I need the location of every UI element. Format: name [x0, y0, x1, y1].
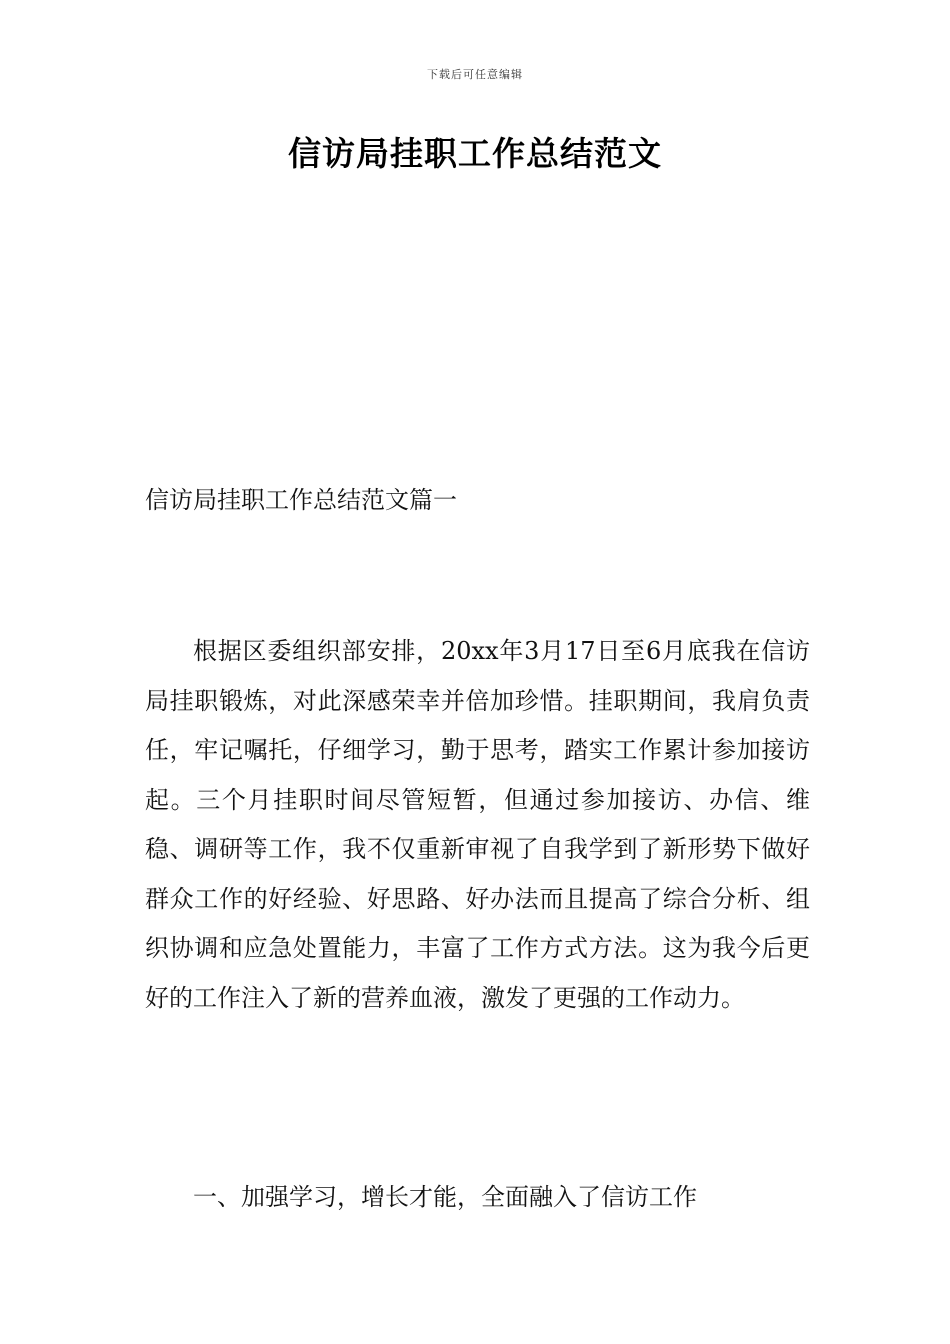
subheading: 一、加强学习，增长才能，全面融入了信访工作 [193, 1183, 697, 1211]
header-note: 下载后可任意编辑 [427, 68, 523, 81]
body-paragraph: 根据区委组织部安排，20xx年3月17日至6月底我在信访局挂职锻炼，对此深感荣幸并倍加珍惜。挂职期间，我肩负责任，牢记嘱托，仔细学习，勤于思考，踏实工作累计参加接访起。三个月挂职时间尽管短暂，但通过参加接访、办信、维稳、调研等工作，我不仅重新审视了自我学到了新形势下做好群众工作的好经验、好思路、好办法而且提高了综合分析、组织协调和应急处置能力，丰富了工作方式方法。这为我今后更好的工作注入了新的营养血液，激发了更强的工作动力。 [145, 637, 810, 1012]
page-title: 信访局挂职工作总结范文 [288, 134, 662, 173]
section-heading: 信访局挂职工作总结范文篇一 [145, 486, 457, 514]
